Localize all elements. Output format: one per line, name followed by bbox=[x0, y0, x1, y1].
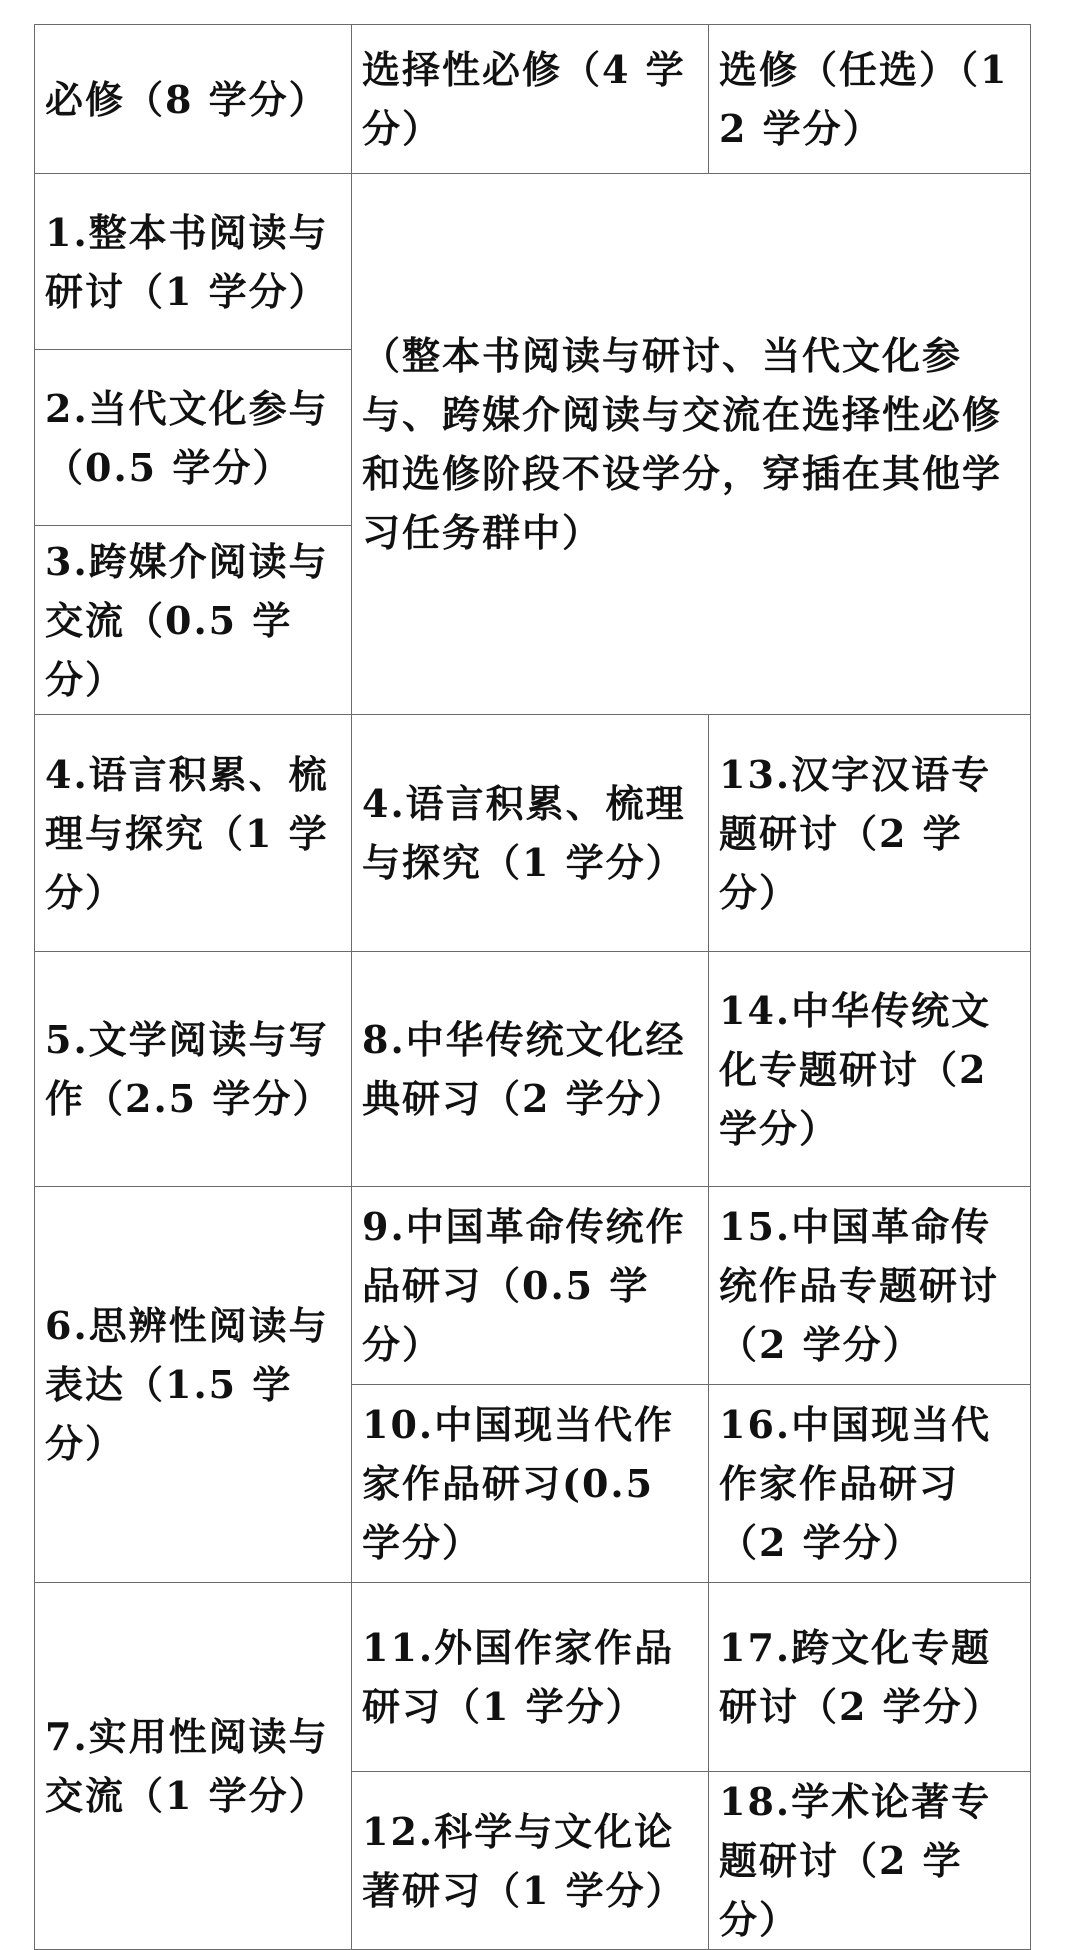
selective-cell-11 bbox=[352, 1583, 709, 1772]
header-selective-required bbox=[352, 25, 709, 174]
elective-item-16: 16.中国现当代作家作品研习（2 学分） bbox=[719, 1402, 992, 1565]
elective-item-14: 14.中华传统文化专题研讨（2 学分） bbox=[719, 987, 992, 1151]
table-row bbox=[35, 1583, 1031, 1772]
elective-cell-13 bbox=[709, 715, 1031, 952]
required-item-4: 4.语言积累、梳理与探究（1 学分） bbox=[45, 751, 329, 915]
required-cell-6 bbox=[35, 1187, 352, 1583]
selective-cell-12 bbox=[352, 1772, 709, 1950]
selective-item-4: 4.语言积累、梳理与探究（1 学分） bbox=[362, 781, 686, 885]
table-row bbox=[35, 174, 1031, 350]
header-required-label: 必修（8 学分） bbox=[45, 76, 329, 122]
required-item-1: 1.整本书阅读与研讨（1 学分） bbox=[45, 209, 329, 314]
required-cell-4 bbox=[35, 715, 352, 952]
header-required bbox=[35, 25, 352, 174]
elective-cell-15 bbox=[709, 1187, 1031, 1385]
selective-cell-10 bbox=[352, 1385, 709, 1583]
elective-cell-16 bbox=[709, 1385, 1031, 1583]
required-item-6: 6.思辨性阅读与表达（1.5 学分） bbox=[45, 1303, 329, 1466]
elective-cell-14 bbox=[709, 952, 1031, 1187]
required-item-3: 3.跨媒介阅读与交流（0.5 学分） bbox=[45, 538, 329, 702]
header-selective-label: 选择性必修（4 学分） bbox=[362, 47, 686, 151]
table-header-row bbox=[35, 25, 1031, 174]
table-row bbox=[35, 952, 1031, 1187]
required-cell-2 bbox=[35, 350, 352, 526]
required-cell-7 bbox=[35, 1583, 352, 1950]
elective-cell-17 bbox=[709, 1583, 1031, 1772]
header-elective-label: 选修（任选）（12 学分） bbox=[719, 47, 1009, 151]
selective-cell-4 bbox=[352, 715, 709, 952]
selective-cell-9 bbox=[352, 1187, 709, 1385]
curriculum-credit-table bbox=[34, 24, 1031, 1950]
selective-item-11: 11.外国作家作品研习（1 学分） bbox=[362, 1625, 675, 1729]
elective-item-15: 15.中国革命传统作品专题研讨（2 学分） bbox=[719, 1204, 1000, 1367]
header-elective bbox=[709, 25, 1031, 174]
selective-item-10: 10.中国现当代作家作品研习(0.5 学分） bbox=[362, 1402, 675, 1565]
elective-cell-18 bbox=[709, 1772, 1031, 1950]
required-item-2: 2.当代文化参与（0.5 学分） bbox=[45, 385, 329, 490]
merged-note-text: （整本书阅读与研讨、当代文化参与、跨媒介阅读与交流在选择性必修和选修阶段不设学分，穿插在其他学习任务群中） bbox=[362, 333, 1003, 555]
elective-item-13: 13.汉字汉语专题研讨（2 学分） bbox=[719, 751, 992, 915]
table-row bbox=[35, 715, 1031, 952]
selective-item-12: 12.科学与文化论著研习（1 学分） bbox=[362, 1808, 686, 1913]
required-cell-3 bbox=[35, 526, 352, 715]
table-row bbox=[35, 1187, 1031, 1385]
merged-note-cell bbox=[352, 174, 1031, 715]
elective-item-17: 17.跨文化专题研讨（2 学分） bbox=[719, 1625, 1003, 1729]
required-cell-1 bbox=[35, 174, 352, 350]
required-cell-5 bbox=[35, 952, 352, 1187]
selective-item-8: 8.中华传统文化经典研习（2 学分） bbox=[362, 1017, 686, 1121]
selective-item-9: 9.中国革命传统作品研习（0.5 学分） bbox=[362, 1204, 686, 1367]
elective-item-18: 18.学术论著专题研讨（2 学分） bbox=[719, 1779, 992, 1942]
required-item-7: 7.实用性阅读与交流（1 学分） bbox=[45, 1714, 329, 1818]
required-item-5: 5.文学阅读与写作（2.5 学分） bbox=[45, 1017, 333, 1121]
selective-cell-8 bbox=[352, 952, 709, 1187]
